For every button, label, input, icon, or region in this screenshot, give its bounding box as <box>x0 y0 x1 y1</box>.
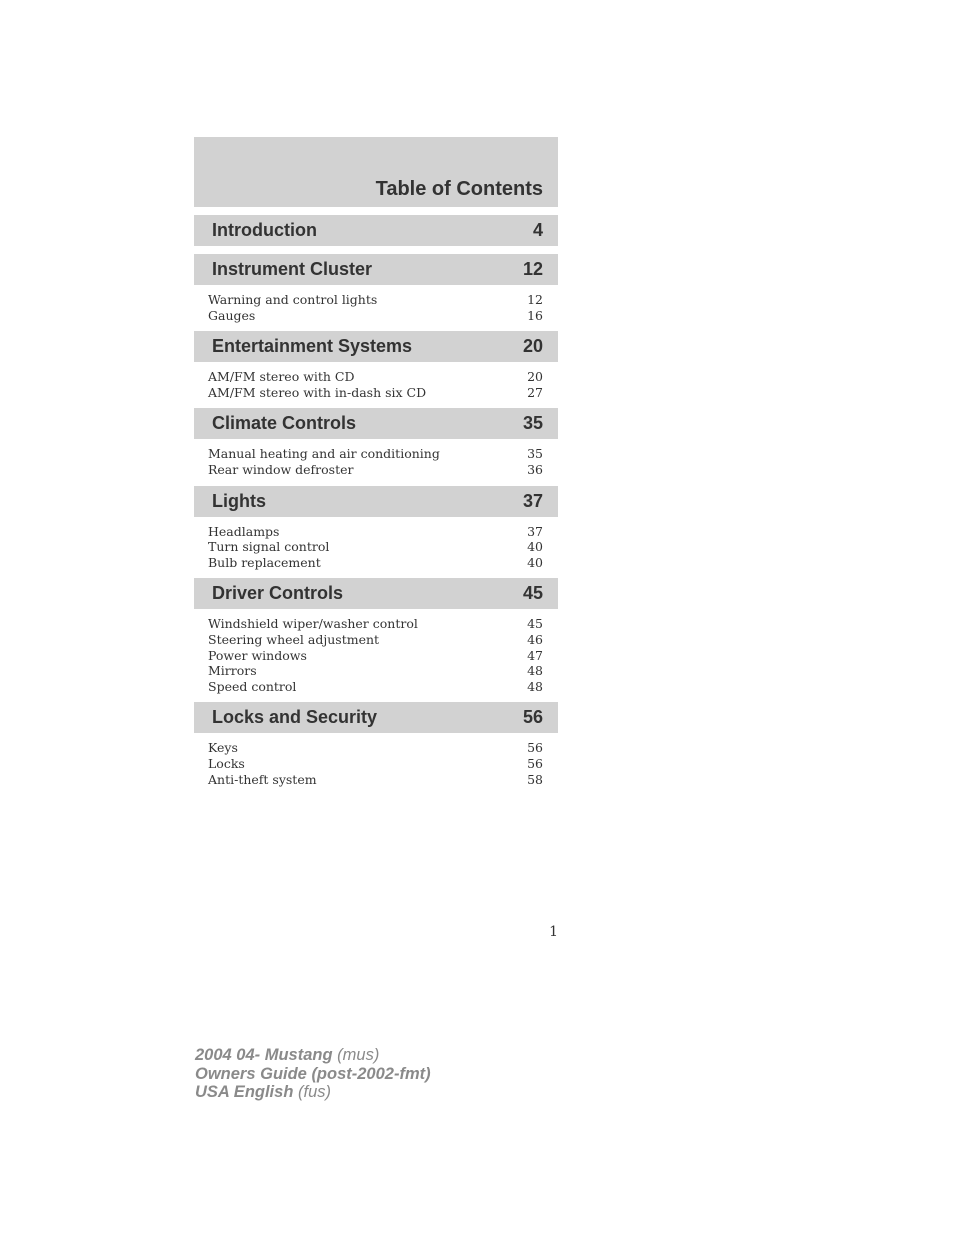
entry-page: 48 <box>527 678 543 694</box>
entry-label: Anti-theft system <box>208 771 317 787</box>
entry-page: 36 <box>527 461 543 477</box>
section-page: 37 <box>522 490 543 511</box>
section-entries <box>194 733 558 787</box>
toc-entry[interactable] <box>208 292 543 308</box>
toc-entry[interactable] <box>208 462 543 478</box>
section-header[interactable] <box>194 254 558 285</box>
section-entries <box>194 517 558 571</box>
toc-section <box>194 254 558 323</box>
section-entries <box>194 609 558 694</box>
toc-section <box>194 215 558 246</box>
entry-page: 12 <box>527 292 543 307</box>
toc-entry[interactable] <box>208 308 543 324</box>
footer-language-code: (fus) <box>298 1083 331 1101</box>
entry-label: Speed control <box>208 678 297 694</box>
section-title: Entertainment Systems <box>212 336 413 357</box>
section-page: 35 <box>522 413 543 434</box>
toc-section <box>194 702 558 787</box>
entry-page: 16 <box>527 307 543 323</box>
toc-entry[interactable] <box>208 385 543 401</box>
footer-model-code: (mus) <box>337 1046 380 1064</box>
entry-page: 20 <box>527 369 543 385</box>
entry-label: Manual heating and air conditioning <box>208 446 440 462</box>
toc-section <box>194 408 558 477</box>
section-page: 20 <box>522 336 543 357</box>
toc-entry[interactable] <box>208 740 543 756</box>
toc-entry[interactable] <box>208 679 543 695</box>
entry-label: AM/FM stereo with CD <box>208 369 355 385</box>
entry-label: Locks <box>208 755 245 771</box>
entry-page: 40 <box>527 554 543 570</box>
entry-page: 48 <box>527 663 543 679</box>
entry-label: Gauges <box>208 307 256 323</box>
table-of-contents <box>194 137 558 787</box>
toc-entry[interactable] <box>208 369 543 385</box>
section-entries <box>194 362 558 400</box>
entry-label: Keys <box>208 740 238 756</box>
toc-section <box>194 486 558 571</box>
section-header[interactable] <box>194 702 558 733</box>
section-page: 4 <box>532 220 543 240</box>
toc-entry[interactable] <box>208 632 543 648</box>
document-footer <box>195 1046 431 1102</box>
section-entries <box>194 439 558 477</box>
footer-model: 2004 04- Mustang <box>195 1046 333 1064</box>
section-header[interactable] <box>194 331 558 362</box>
toc-entry[interactable] <box>208 648 543 664</box>
section-header[interactable] <box>194 486 558 517</box>
entry-page: 40 <box>527 539 543 555</box>
footer-line-1 <box>195 1046 431 1065</box>
footer-line-3 <box>195 1083 431 1102</box>
toc-entry[interactable] <box>208 616 543 632</box>
section-title: Climate Controls <box>212 413 357 434</box>
footer-language: USA English <box>195 1083 294 1101</box>
toc-entry[interactable] <box>208 539 543 555</box>
footer-line-2 <box>195 1065 431 1084</box>
entry-label: AM/FM stereo with in-dash six CD <box>208 384 427 400</box>
entry-page: 37 <box>527 523 543 539</box>
toc-entry[interactable] <box>208 524 543 540</box>
entry-label: Windshield wiper/washer control <box>208 616 418 632</box>
entry-page: 27 <box>527 384 543 400</box>
section-header[interactable] <box>194 578 558 609</box>
section-page: 56 <box>522 707 543 728</box>
entry-label: Warning and control lights <box>208 292 378 307</box>
entry-label: Steering wheel adjustment <box>208 631 380 647</box>
page-number: 1 <box>549 924 558 940</box>
entry-label: Rear window defroster <box>208 461 354 477</box>
toc-entry[interactable] <box>208 446 543 462</box>
entry-label: Mirrors <box>208 663 257 679</box>
entry-page: 45 <box>527 616 543 632</box>
entry-page: 56 <box>527 740 543 756</box>
section-page: 45 <box>522 583 543 604</box>
entry-page: 58 <box>527 771 543 787</box>
toc-title-block <box>194 137 558 207</box>
section-header[interactable] <box>194 215 558 246</box>
section-title: Locks and Security <box>212 707 378 728</box>
entry-label: Power windows <box>208 647 307 663</box>
entry-page: 35 <box>527 446 543 462</box>
toc-entry[interactable] <box>208 663 543 679</box>
section-title: Lights <box>212 490 266 511</box>
entry-label: Headlamps <box>208 523 280 539</box>
toc-entry[interactable] <box>208 555 543 571</box>
section-title: Instrument Cluster <box>212 259 373 279</box>
entry-page: 46 <box>527 631 543 647</box>
toc-section <box>194 578 558 694</box>
footer-guide: Owners Guide (post-2002-fmt) <box>195 1064 431 1083</box>
section-title: Introduction <box>212 220 317 240</box>
entry-label: Turn signal control <box>208 539 330 555</box>
section-header[interactable] <box>194 408 558 439</box>
toc-title: Table of Contents <box>375 178 543 200</box>
entry-page: 56 <box>527 755 543 771</box>
section-title: Driver Controls <box>212 583 344 604</box>
entry-page: 47 <box>527 647 543 663</box>
toc-section <box>194 331 558 400</box>
toc-entry[interactable] <box>208 772 543 788</box>
section-entries <box>194 285 558 323</box>
entry-label: Bulb replacement <box>208 554 321 570</box>
section-page: 12 <box>522 259 543 279</box>
toc-entry[interactable] <box>208 756 543 772</box>
